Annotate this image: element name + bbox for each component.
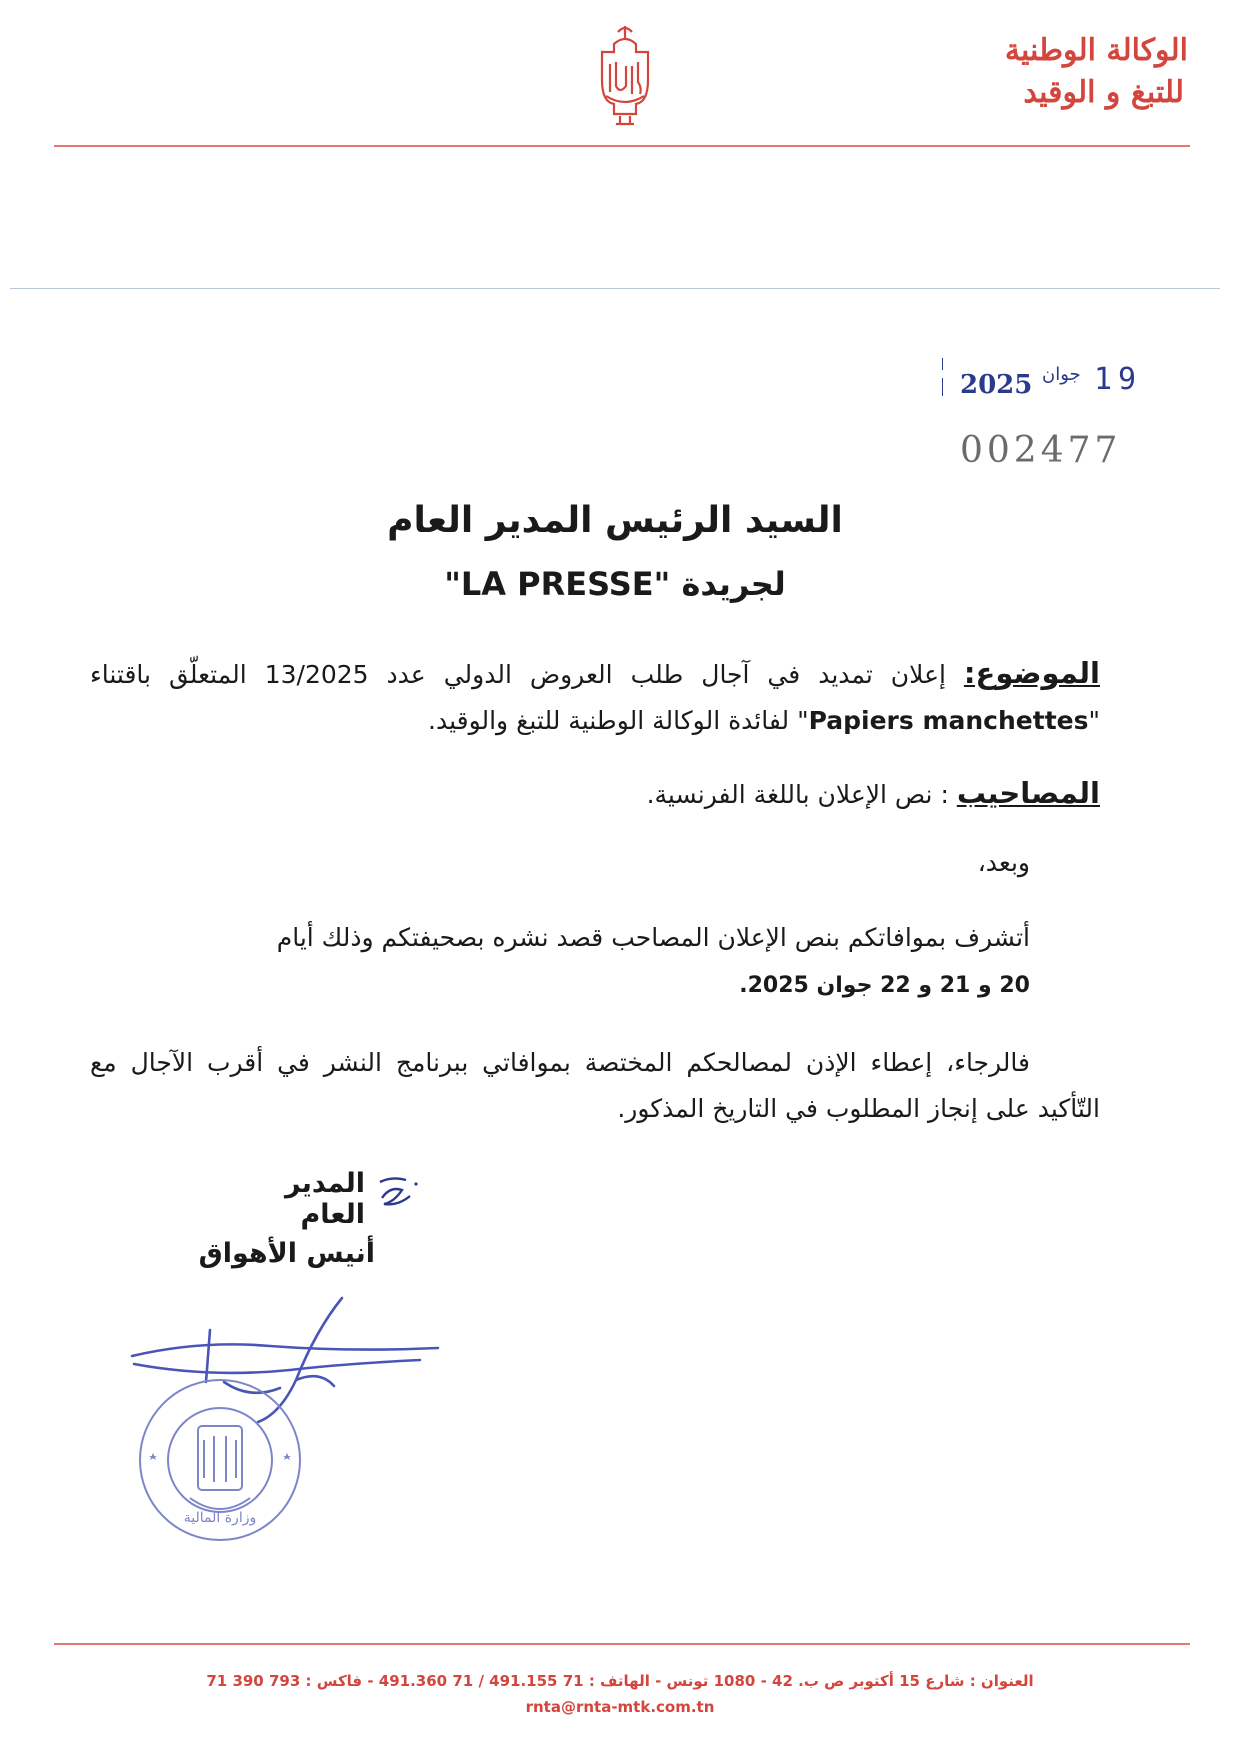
subject-text-1: إعلان تمديد في آجال طلب العروض الدولي عدد 13/2025 المتعلّق باقتناء " <box>90 660 1100 735</box>
body-paragraph-2 <box>90 1040 1100 1132</box>
attachments-label: المصاحيب <box>956 776 1100 810</box>
stamp-month: جوان <box>1042 364 1081 385</box>
attachments-paragraph <box>90 770 1100 818</box>
subject-text-2: " لفائدة الوكالة الوطنية للتبغ والوقيد. <box>428 706 809 735</box>
subject-label: الموضوع: <box>963 656 1100 690</box>
publication-dates: 20 و 21 و 22 جوان 2025. <box>739 973 1030 998</box>
agency-name <box>858 30 1188 114</box>
body-1-text: أتشرف بموافاتكم بنص الإعلان المصاحب قصد نشره بصحيفتكم وذلك أيام <box>276 923 1030 952</box>
footer-email: rnta@rnta-mtk.com.tn <box>525 1698 715 1716</box>
registration-number: 002477 <box>960 430 1122 471</box>
body-paragraph-1 <box>90 915 1030 1009</box>
agency-logo <box>590 22 660 127</box>
subject-product: Papiers manchettes <box>808 706 1089 735</box>
signatory-role: المدير العام <box>284 1168 365 1230</box>
addressee-newspaper: لجريدة "LA PRESSE" <box>444 565 786 603</box>
agency-name-line2: للتبغ و الوقيد <box>1023 75 1184 110</box>
initials-mark <box>372 1172 422 1216</box>
subject-paragraph <box>90 650 1100 744</box>
agency-calligraphy-emblem-icon <box>590 22 660 127</box>
signatory-name: أنيس الأهواق <box>198 1238 375 1269</box>
footer-divider <box>54 1643 1190 1645</box>
scan-fold-line <box>10 288 1220 289</box>
agency-name-line1: الوكالة الوطنية <box>1004 33 1188 68</box>
date-stamp <box>942 356 1142 406</box>
stamp-day: 19 <box>1094 362 1143 397</box>
stamp-year: 2025 <box>960 370 1033 400</box>
footer-address: العنوان : شارع 15 أكتوبر ص ب. 42 - 1080 تونس - الهاتف : 71 491.155 / 71 491.360 - فاكس : 793 390 71 <box>206 1672 1034 1690</box>
official-seal <box>130 1370 310 1554</box>
greeting: وبعد، <box>977 848 1030 877</box>
seal-ministry-text: وزارة المالية <box>183 1510 257 1526</box>
addressee-title: السيد الرئيس المدير العام <box>387 500 843 541</box>
attachments-text: : نص الإعلان باللغة الفرنسية. <box>646 780 957 809</box>
header-divider <box>54 145 1190 147</box>
body-2-text: فالرجاء، إعطاء الإذن لمصالحكم المختصة بموافاتي ببرنامج النشر في أقرب الآجال مع التّأكيد على إنجاز المطلوب في التاريخ المذكور. <box>90 1048 1100 1123</box>
